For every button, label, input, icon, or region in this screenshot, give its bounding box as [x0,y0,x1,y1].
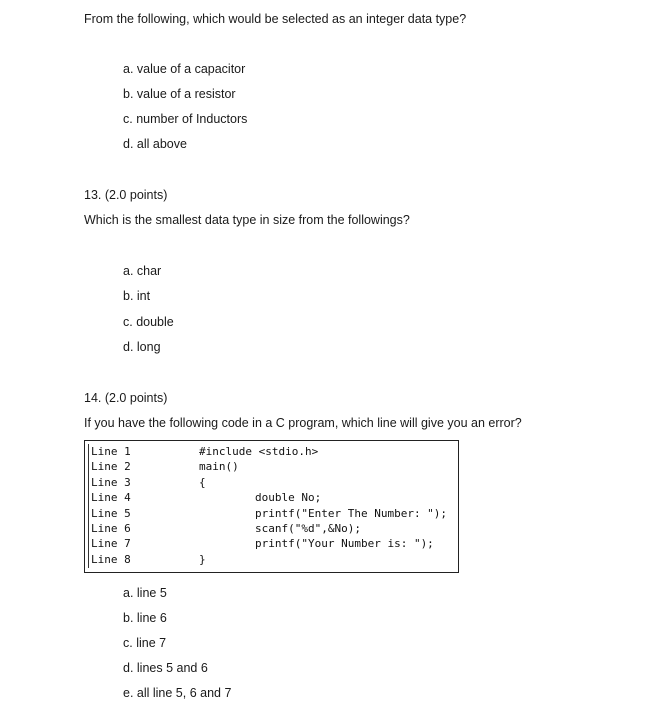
code-line-2: main() [199,460,239,474]
code-line-7: printf("Your Number is: "); [255,537,434,551]
line-label: Line 1 [91,445,131,458]
question-12-text: From the following, which would be selected as an integer data type? [84,12,467,26]
line-label: Line 8 [91,552,131,566]
question-12-option-c[interactable]: c. number of Inductors [123,112,248,126]
line-label: Line 3 [91,475,131,489]
question-14-header: 14. (2.0 points) [84,391,168,405]
question-13-header: 13. (2.0 points) [84,188,168,202]
question-13-option-d[interactable]: d. long [123,340,161,354]
line-label: Line 5 [91,506,131,520]
question-13-option-c[interactable]: c. double [123,315,174,329]
question-14-option-d[interactable]: d. lines 5 and 6 [123,661,208,675]
line-label: Line 2 [91,460,131,474]
question-13-option-b[interactable]: b. int [123,289,151,303]
code-line-8: } [199,552,206,566]
code-line-4: double No; [255,491,322,505]
line-label: Line 6 [91,522,131,535]
code-block [84,440,459,573]
question-14-option-a[interactable]: a. line 5 [123,586,167,600]
question-14-option-b[interactable]: b. line 6 [123,611,167,625]
question-13-option-a[interactable]: a. char [123,264,162,278]
question-12-option-b[interactable]: b. value of a resistor [123,87,236,101]
code-line-3: { [199,475,206,489]
question-12-option-a[interactable]: a. value of a capacitor [123,62,246,76]
code-line-1: #include <stdio.h> [199,445,319,458]
code-line-6: scanf("%d",&No); [255,522,361,535]
question-13-text: Which is the smallest data type in size from the followings? [84,213,410,227]
code-line-5: printf("Enter The Number: "); [255,506,448,520]
question-14-option-c[interactable]: c. line 7 [123,636,167,650]
question-14-option-e[interactable]: e. all line 5, 6 and 7 [123,686,232,700]
line-label: Line 4 [91,491,131,505]
question-12-option-d[interactable]: d. all above [123,137,187,151]
question-14-text: If you have the following code in a C program, which line will give you an error? [84,416,522,430]
line-number-gutter [88,444,145,568]
line-label: Line 7 [91,537,131,551]
